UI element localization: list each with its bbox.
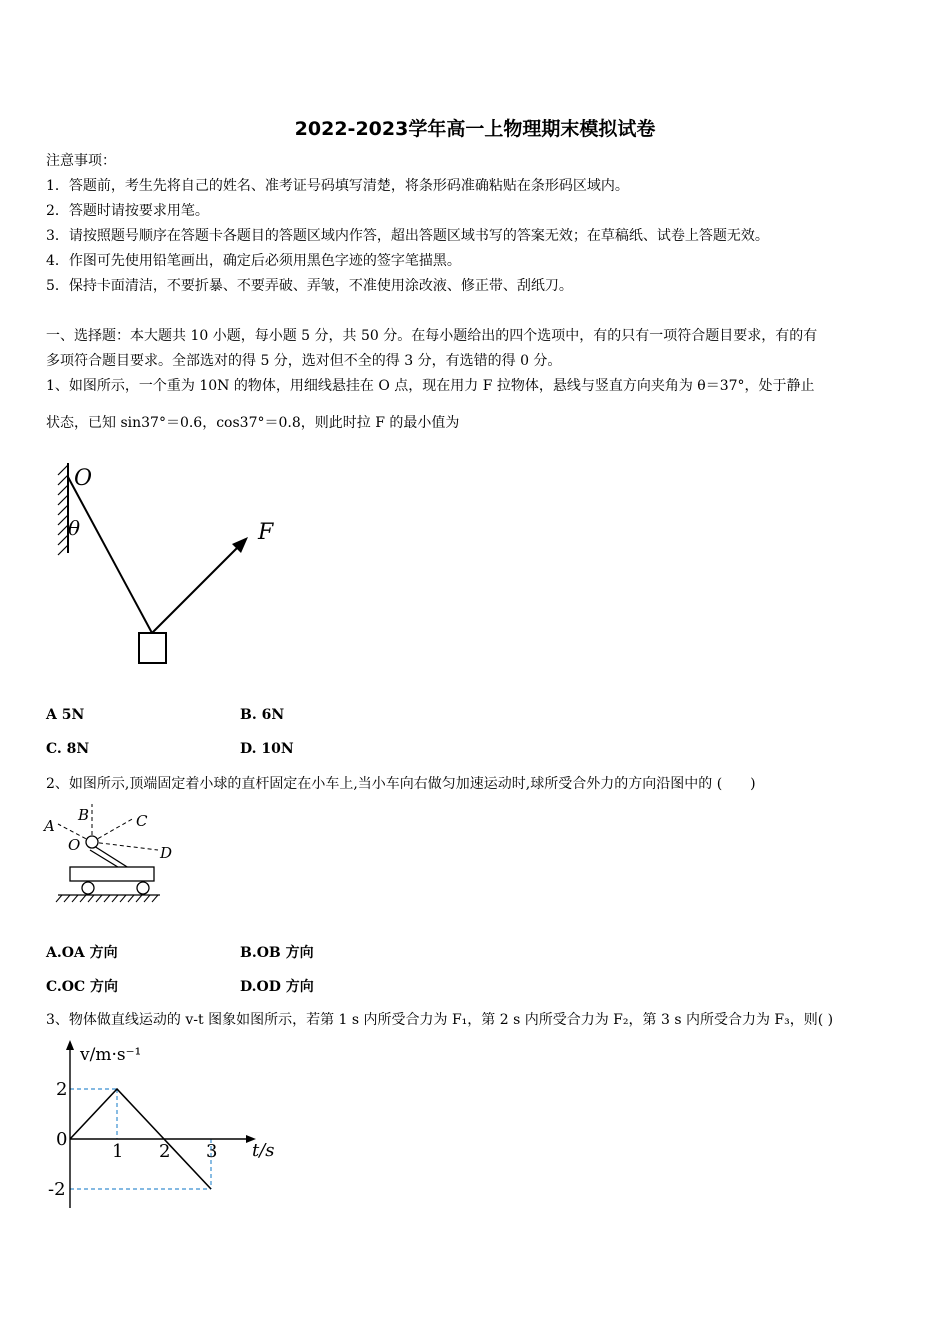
notice-item-3: 3．请按照题号顺序在答题卡各题目的答题区域内作答，超出答题区域书写的答案无效；在草稿纸、试卷上答题无效。: [46, 228, 769, 244]
q1-option-b[interactable]: B. 6N: [240, 707, 285, 723]
q1-option-d[interactable]: D. 10N: [240, 741, 294, 757]
label-f: F: [258, 520, 274, 545]
q3-vt-chart: [40, 1038, 290, 1213]
q1-option-c[interactable]: C. 8N: [46, 741, 90, 757]
y-axis-label: v/m·s⁻¹: [80, 1045, 142, 1065]
notice-item-2: 2．答题时请按要求用笔。: [46, 203, 209, 219]
x-tick-label-3: 3: [206, 1141, 218, 1162]
label-theta: θ: [68, 516, 81, 540]
label-o: O: [74, 466, 93, 491]
notice-item-5: 5．保持卡面清洁，不要折暴、不要弄破、弄皱，不准使用涂改液、修正带、刮纸刀。: [46, 278, 573, 294]
notice-item-1: 1．答题前，考生先将自己的姓名、准考证号码填写清楚，将条形码准确粘贴在条形码区域内。: [46, 178, 629, 194]
section-intro-line2: 多项符合题目要求。全部选对的得 5 分，选对但不全的得 3 分，有选错的得 0 分。: [46, 353, 562, 369]
label-d: D: [160, 844, 173, 862]
x-axis-label: t/s: [252, 1140, 275, 1161]
notice-heading: 注意事项：: [46, 153, 116, 169]
section-intro-line1: 一、选择题：本大题共 10 小题，每小题 5 分，共 50 分。在每小题给出的四个选项中，有的只有一项符合题目要求，有的有: [46, 328, 818, 344]
q1-option-a[interactable]: A 5N: [46, 707, 85, 723]
block: [139, 633, 166, 663]
cart-wheel-right: [137, 882, 149, 894]
force-arrow: [152, 543, 242, 633]
y-tick-label-2: 2: [56, 1079, 68, 1100]
q1-stem-line2: 状态，已知 sin37°＝0.6，cos37°＝0.8，则此时拉 F 的最小值为: [46, 415, 460, 431]
label-b: B: [78, 806, 90, 824]
page-title: 2022-2023学年高一上物理期末模拟试卷: [294, 118, 656, 140]
q3-stem: 3、物体做直线运动的 v-t 图象如图所示，若第 1 s 内所受合力为 F₁，第 2 s 内所受合力为 F₂，第 3 s 内所受合力为 F₃，则( ): [46, 1012, 834, 1028]
ground-hatch: [56, 895, 158, 902]
ball: [86, 836, 98, 848]
wall: [58, 463, 68, 555]
y-tick-label-neg2: -2: [48, 1179, 66, 1200]
q2-option-b[interactable]: B.OB 方向: [240, 945, 314, 961]
label-c: C: [136, 812, 148, 830]
label-a: A: [44, 817, 55, 835]
x-tick-label-1: 1: [112, 1141, 124, 1162]
q1-stem-line1: 1、如图所示，一个重为 10N 的物体，用细线悬挂在 O 点，现在用力 F 拉物体，悬线与竖直方向夹角为 θ＝37°，处于静止: [46, 378, 815, 394]
label-o: O: [68, 836, 81, 854]
y-axis-arrow: [66, 1040, 74, 1050]
q2-option-d[interactable]: D.OD 方向: [240, 979, 314, 995]
x-tick-label-2: 2: [159, 1141, 171, 1162]
q2-option-a[interactable]: A.OA 方向: [46, 945, 118, 961]
q2-option-c[interactable]: C.OC 方向: [46, 979, 118, 995]
q2-figure: [40, 800, 180, 910]
notice-item-4: 4．作图可先使用铅笔画出，确定后必须用黑色字迹的签字笔描黑。: [46, 253, 461, 269]
q2-stem: 2、如图所示,顶端固定着小球的直杆固定在小车上,当小车向右做匀加速运动时,球所受合外力的方向沿图中的 ( ): [46, 776, 756, 792]
cart-body: [70, 867, 154, 881]
cart-wheel-left: [82, 882, 94, 894]
q1-figure: [46, 455, 306, 675]
y-tick-label-0: 0: [56, 1129, 68, 1150]
string: [68, 477, 152, 633]
